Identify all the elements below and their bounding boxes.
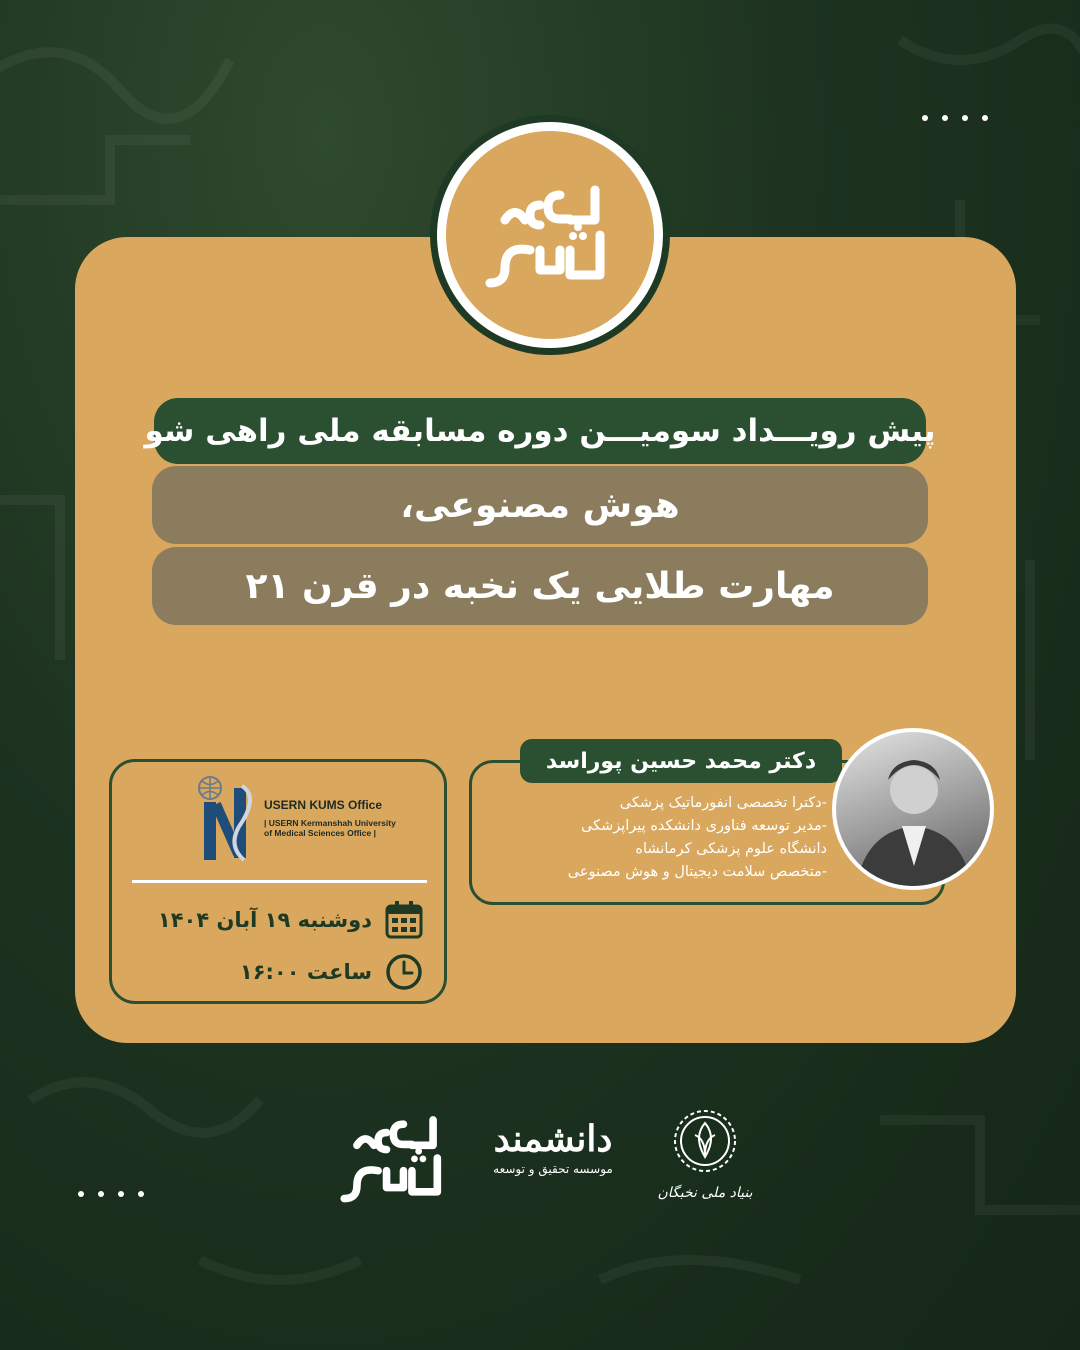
rahishow-logo-icon (485, 180, 615, 290)
speaker-photo (836, 732, 990, 886)
event-date-row (158, 900, 424, 940)
organizer-box (109, 759, 447, 1004)
event-subtitle: پیش رویـــداد سومیـــن دوره مسابقه ملی راهی شو (154, 398, 926, 464)
rahishow-logo-badge (430, 115, 670, 355)
speaker-bio-line: -متخصص سلامت دیجیتال و هوش مصنوعی (567, 864, 827, 880)
speaker-name: دکتر محمد حسین پوراسد (520, 739, 842, 783)
footer-daneshmand-logo (473, 1120, 633, 1176)
organizer-name: USERN KUMS Office (264, 798, 383, 812)
speaker-bio-line: -دکترا تخصصی انفورماتیک پزشکی (619, 795, 827, 811)
decorative-dots-top (922, 115, 988, 121)
speaker-bio-line: دانشگاه علوم پزشکی کرمانشاه (635, 841, 827, 857)
speaker-bio (482, 792, 827, 884)
daneshmand-caption: موسسه تحقیق و توسعه (493, 1161, 613, 1176)
daneshmand-wordmark: دانشمند (493, 1118, 613, 1160)
bonyad-emblem-icon (669, 1105, 741, 1177)
footer-rahishow-logo (340, 1108, 450, 1212)
event-date: دوشنبه ۱۹ آبان ۱۴۰۴ (157, 908, 372, 932)
clock-icon (384, 952, 424, 992)
speaker-photo-frame (832, 728, 994, 890)
usern-logo-icon (194, 774, 260, 864)
divider (132, 880, 427, 883)
footer-bonyad-logo (650, 1105, 760, 1201)
event-time: ساعت ۱۶:۰۰ (239, 960, 372, 984)
rahishow-logo-icon (340, 1108, 450, 1208)
speaker-bio-line: -مدیر توسعه فناوری دانشکده پیراپزشکی (581, 818, 827, 834)
organizer-subtitle: | USERN Kermanshah University of Medical Sciences Office | (264, 818, 396, 839)
calendar-icon (384, 900, 424, 940)
decorative-dots-bottom (78, 1191, 144, 1197)
event-title-line2: مهارت طلایی یک نخبه در قرن ۲۱ (152, 547, 928, 625)
bonyad-caption: بنیاد ملی نخبگان (657, 1185, 753, 1201)
event-time-row (240, 952, 424, 992)
event-title-line1: هوش مصنوعی، (152, 466, 928, 544)
